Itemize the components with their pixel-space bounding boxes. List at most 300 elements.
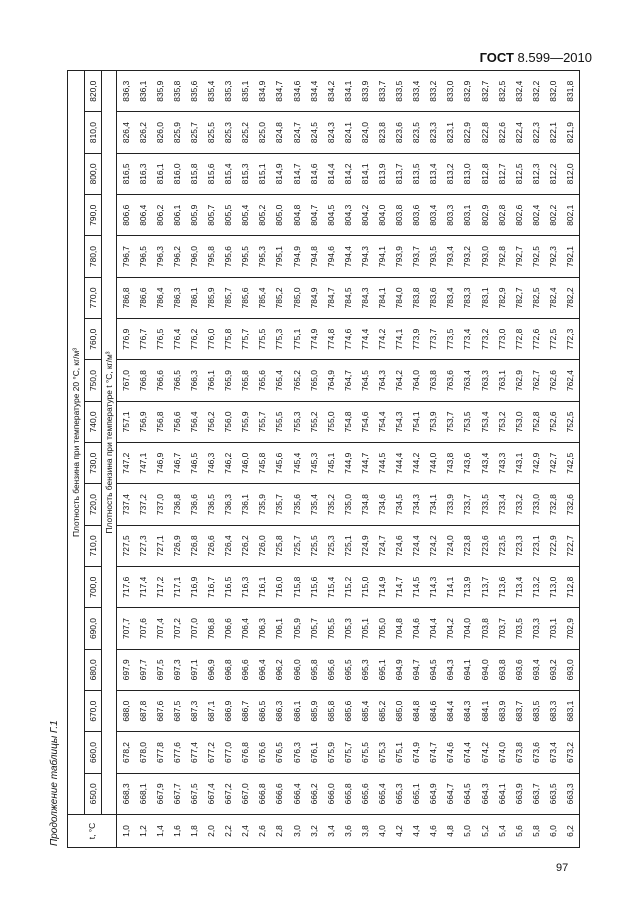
density-cell: 723,3 — [510, 525, 527, 566]
density-cell: 773,9 — [408, 319, 425, 360]
table-row — [544, 71, 561, 848]
density-cell: 684,8 — [408, 691, 425, 732]
density-cell: 785,2 — [271, 277, 288, 318]
density-column-header: 820,0 — [85, 71, 102, 112]
density-cell: 803,6 — [408, 195, 425, 236]
density-cell: 685,6 — [339, 691, 356, 732]
density-cell: 677,4 — [185, 732, 202, 773]
density-cell: 786,6 — [134, 277, 151, 318]
density-cell: 683,9 — [493, 691, 510, 732]
table-row — [459, 71, 476, 848]
density-cell: 676,5 — [271, 732, 288, 773]
table-row — [527, 71, 544, 848]
density-cell: 776,0 — [203, 319, 220, 360]
table-row — [373, 71, 390, 848]
temperature-cell: 2,6 — [254, 815, 271, 848]
density-cell: 735,4 — [305, 484, 322, 525]
density-cell: 686,7 — [237, 691, 254, 732]
density-cell: 695,1 — [373, 649, 390, 690]
density-cell: 668,1 — [134, 773, 151, 814]
density-cell: 735,6 — [288, 484, 305, 525]
density-cell: 724,6 — [391, 525, 408, 566]
density-cell: 664,3 — [476, 773, 493, 814]
density-cell: 683,7 — [510, 691, 527, 732]
density-cell: 784,7 — [322, 277, 339, 318]
density-cell: 824,8 — [271, 112, 288, 153]
density-column-header: 680,0 — [85, 649, 102, 690]
density-cell: 733,2 — [510, 484, 527, 525]
density-cell: 804,7 — [305, 195, 322, 236]
density-cell: 724,0 — [442, 525, 459, 566]
density-cell: 734,8 — [356, 484, 373, 525]
density-cell: 714,5 — [408, 567, 425, 608]
density-cell: 696,8 — [220, 649, 237, 690]
density-cell: 724,2 — [425, 525, 442, 566]
density-cell: 802,9 — [476, 195, 493, 236]
density-cell: 694,0 — [476, 649, 493, 690]
density-column-header: 790,0 — [85, 195, 102, 236]
density-cell: 764,7 — [339, 360, 356, 401]
density-cell: 714,9 — [373, 567, 390, 608]
density-cell: 783,3 — [459, 277, 476, 318]
density-cell: 694,1 — [459, 649, 476, 690]
density-cell: 694,7 — [408, 649, 425, 690]
density-cell: 804,0 — [373, 195, 390, 236]
density-cell: 832,4 — [510, 71, 527, 112]
density-cell: 784,5 — [339, 277, 356, 318]
density-cell: 685,4 — [356, 691, 373, 732]
density-cell: 753,7 — [442, 401, 459, 442]
density-cell: 696,9 — [203, 649, 220, 690]
density-cell: 744,0 — [425, 443, 442, 484]
density-cell: 785,4 — [254, 277, 271, 318]
density-cell: 742,5 — [561, 443, 579, 484]
density-cell: 726,0 — [254, 525, 271, 566]
density-cell: 705,3 — [339, 608, 356, 649]
density-cell: 667,4 — [203, 773, 220, 814]
density-cell: 765,6 — [254, 360, 271, 401]
density-cell: 793,5 — [425, 236, 442, 277]
density-cell: 676,1 — [305, 732, 322, 773]
density-cell: 667,0 — [237, 773, 254, 814]
density-column-header: 730,0 — [85, 443, 102, 484]
density-cell: 716,5 — [220, 567, 237, 608]
density-cell: 775,7 — [237, 319, 254, 360]
temperature-cell: 4,6 — [425, 815, 442, 848]
density-cell: 706,3 — [254, 608, 271, 649]
density-column-header: 710,0 — [85, 525, 102, 566]
density-cell: 823,5 — [408, 112, 425, 153]
density-cell: 695,3 — [356, 649, 373, 690]
density-cell: 805,4 — [237, 195, 254, 236]
density-cell: 706,4 — [237, 608, 254, 649]
density-cell: 804,2 — [356, 195, 373, 236]
density-cell: 688,0 — [117, 691, 135, 732]
table-row — [254, 71, 271, 848]
density-cell: 835,4 — [203, 71, 220, 112]
temperature-cell: 5,8 — [527, 815, 544, 848]
density-cell: 824,3 — [322, 112, 339, 153]
density-cell: 793,7 — [408, 236, 425, 277]
density-cell: 834,4 — [305, 71, 322, 112]
density-cell: 784,1 — [373, 277, 390, 318]
density-cell: 792,5 — [527, 236, 544, 277]
density-cell: 826,4 — [117, 112, 135, 153]
density-cell: 707,7 — [117, 608, 135, 649]
density-cell: 774,1 — [391, 319, 408, 360]
density-cell: 726,2 — [237, 525, 254, 566]
density-cell: 725,3 — [322, 525, 339, 566]
density-cell: 713,6 — [493, 567, 510, 608]
rotated-table-block — [45, 68, 585, 848]
density-cell: 733,0 — [527, 484, 544, 525]
density-cell: 754,1 — [408, 401, 425, 442]
density-cell: 795,5 — [237, 236, 254, 277]
density-cell: 663,9 — [510, 773, 527, 814]
density-column-header: 810,0 — [85, 112, 102, 153]
density-cell: 793,4 — [442, 236, 459, 277]
table-row — [322, 71, 339, 848]
density-cell: 805,7 — [203, 195, 220, 236]
density-cell: 756,0 — [220, 401, 237, 442]
density-cell: 835,9 — [151, 71, 168, 112]
density-cell: 713,7 — [476, 567, 493, 608]
density-cell: 696,2 — [271, 649, 288, 690]
density-cell: 782,7 — [510, 277, 527, 318]
density-cell: 834,9 — [254, 71, 271, 112]
density-cell: 684,6 — [425, 691, 442, 732]
density-cell: 816,5 — [117, 153, 135, 194]
table-row — [339, 71, 356, 848]
density-cell: 703,1 — [544, 608, 561, 649]
density-cell: 697,1 — [185, 649, 202, 690]
table-row — [493, 71, 510, 848]
density-at-20c-title: Плотность бензина при температуре 20 °С, кг/м³ — [68, 71, 85, 815]
density-cell: 675,7 — [339, 732, 356, 773]
density-cell: 823,1 — [442, 112, 459, 153]
density-cell: 832,7 — [476, 71, 493, 112]
density-cell: 727,5 — [117, 525, 135, 566]
density-cell: 737,4 — [117, 484, 135, 525]
density-cell: 756,2 — [203, 401, 220, 442]
density-cell: 687,5 — [168, 691, 185, 732]
temperature-cell: 3,6 — [339, 815, 356, 848]
density-cell: 805,5 — [220, 195, 237, 236]
density-cell: 813,0 — [459, 153, 476, 194]
density-cell: 674,9 — [408, 732, 425, 773]
density-cell: 735,7 — [271, 484, 288, 525]
density-cell: 753,2 — [493, 401, 510, 442]
density-cell: 794,4 — [339, 236, 356, 277]
density-cell: 755,3 — [288, 401, 305, 442]
document-header — [480, 50, 592, 65]
density-cell: 766,1 — [203, 360, 220, 401]
density-cell: 793,2 — [459, 236, 476, 277]
density-cell: 695,6 — [322, 649, 339, 690]
density-cell: 812,0 — [561, 153, 579, 194]
density-cell: 678,2 — [117, 732, 135, 773]
density-cell: 736,8 — [168, 484, 185, 525]
density-cell: 705,0 — [373, 608, 390, 649]
density-cell: 832,9 — [459, 71, 476, 112]
density-cell: 832,5 — [493, 71, 510, 112]
density-cell: 743,1 — [510, 443, 527, 484]
temperature-cell: 3,4 — [322, 815, 339, 848]
density-cell: 774,6 — [339, 319, 356, 360]
density-cell: 732,6 — [561, 484, 579, 525]
density-cell: 785,0 — [288, 277, 305, 318]
density-column-header: 780,0 — [85, 236, 102, 277]
density-cell: 825,2 — [237, 112, 254, 153]
density-cell: 683,1 — [561, 691, 579, 732]
density-cell: 663,7 — [527, 773, 544, 814]
density-cell: 812,3 — [527, 153, 544, 194]
temperature-cell: 3,0 — [288, 815, 305, 848]
density-cell: 726,9 — [168, 525, 185, 566]
density-cell: 678,0 — [134, 732, 151, 773]
density-cell: 804,3 — [339, 195, 356, 236]
density-cell: 753,5 — [459, 401, 476, 442]
temperature-cell: 4,8 — [442, 815, 459, 848]
density-cell: 707,6 — [134, 608, 151, 649]
density-cell: 754,6 — [356, 401, 373, 442]
table-row — [476, 71, 493, 848]
density-cell: 762,9 — [510, 360, 527, 401]
density-cell: 806,2 — [151, 195, 168, 236]
temperature-cell: 2,2 — [220, 815, 237, 848]
density-cell: 774,9 — [305, 319, 322, 360]
density-cell: 835,1 — [237, 71, 254, 112]
density-cell: 745,4 — [288, 443, 305, 484]
density-cell: 714,7 — [391, 567, 408, 608]
density-cell: 686,1 — [288, 691, 305, 732]
density-cell: 802,2 — [544, 195, 561, 236]
density-cell: 675,3 — [373, 732, 390, 773]
density-cell: 705,9 — [288, 608, 305, 649]
density-cell: 773,5 — [442, 319, 459, 360]
density-cell: 792,3 — [544, 236, 561, 277]
density-cell: 802,6 — [510, 195, 527, 236]
density-cell: 803,8 — [391, 195, 408, 236]
density-cell: 727,1 — [151, 525, 168, 566]
density-cell: 733,9 — [442, 484, 459, 525]
density-cell: 804,5 — [322, 195, 339, 236]
density-cell: 786,1 — [185, 277, 202, 318]
density-cell: 776,4 — [168, 319, 185, 360]
density-cell: 737,2 — [134, 484, 151, 525]
density-cell: 733,5 — [476, 484, 493, 525]
density-cell: 772,8 — [510, 319, 527, 360]
density-cell: 763,3 — [476, 360, 493, 401]
density-cell: 665,8 — [339, 773, 356, 814]
density-cell: 676,3 — [288, 732, 305, 773]
density-column-header: 690,0 — [85, 608, 102, 649]
density-cell: 733,4 — [493, 484, 510, 525]
density-cell: 716,7 — [203, 567, 220, 608]
table-row — [510, 71, 527, 848]
density-cell: 743,8 — [442, 443, 459, 484]
density-column-header: 770,0 — [85, 277, 102, 318]
density-cell: 806,4 — [134, 195, 151, 236]
density-cell: 735,9 — [254, 484, 271, 525]
density-cell: 745,8 — [254, 443, 271, 484]
density-cell: 706,6 — [220, 608, 237, 649]
density-cell: 696,0 — [288, 649, 305, 690]
density-cell: 726,4 — [220, 525, 237, 566]
density-cell: 816,3 — [134, 153, 151, 194]
density-cell: 754,4 — [373, 401, 390, 442]
density-cell: 796,0 — [185, 236, 202, 277]
density-cell: 805,0 — [271, 195, 288, 236]
density-cell: 782,5 — [527, 277, 544, 318]
density-cell: 666,4 — [288, 773, 305, 814]
density-cell: 697,3 — [168, 649, 185, 690]
density-cell: 793,9 — [391, 236, 408, 277]
density-cell: 775,8 — [220, 319, 237, 360]
density-cell: 716,0 — [271, 567, 288, 608]
density-cell: 693,6 — [510, 649, 527, 690]
density-cell: 756,9 — [134, 401, 151, 442]
density-cell: 744,2 — [408, 443, 425, 484]
density-cell: 794,3 — [356, 236, 373, 277]
density-cell: 725,7 — [288, 525, 305, 566]
density-cell: 796,3 — [151, 236, 168, 277]
density-cell: 744,5 — [373, 443, 390, 484]
density-cell: 764,2 — [391, 360, 408, 401]
density-cell: 762,6 — [544, 360, 561, 401]
density-cell: 813,5 — [408, 153, 425, 194]
density-cell: 793,0 — [476, 236, 493, 277]
density-cell: 753,4 — [476, 401, 493, 442]
density-cell: 726,6 — [203, 525, 220, 566]
table-row — [271, 71, 288, 848]
density-cell: 814,7 — [288, 153, 305, 194]
density-cell: 665,4 — [373, 773, 390, 814]
density-cell: 667,2 — [220, 773, 237, 814]
density-column-header: 670,0 — [85, 691, 102, 732]
density-cell: 664,5 — [459, 773, 476, 814]
temperature-cell: 5,0 — [459, 815, 476, 848]
density-cell: 814,9 — [271, 153, 288, 194]
density-cell: 693,0 — [561, 649, 579, 690]
density-cell: 812,5 — [510, 153, 527, 194]
density-cell: 687,8 — [134, 691, 151, 732]
temperature-cell: 2,0 — [203, 815, 220, 848]
density-cell: 717,2 — [151, 567, 168, 608]
density-cell: 836,1 — [134, 71, 151, 112]
density-cell: 782,4 — [544, 277, 561, 318]
density-cell: 724,7 — [373, 525, 390, 566]
density-cell: 802,4 — [527, 195, 544, 236]
density-cell: 784,9 — [305, 277, 322, 318]
density-cell: 694,9 — [391, 649, 408, 690]
density-cell: 773,4 — [459, 319, 476, 360]
density-cell: 776,9 — [117, 319, 135, 360]
density-cell: 746,9 — [151, 443, 168, 484]
density-cell: 664,7 — [442, 773, 459, 814]
density-cell: 686,9 — [220, 691, 237, 732]
density-cell: 707,0 — [185, 608, 202, 649]
density-cell: 805,2 — [254, 195, 271, 236]
density-cell: 795,1 — [271, 236, 288, 277]
density-cell: 835,8 — [168, 71, 185, 112]
density-cell: 683,3 — [544, 691, 561, 732]
density-cell: 675,1 — [391, 732, 408, 773]
table-row — [220, 71, 237, 848]
density-cell: 666,6 — [271, 773, 288, 814]
density-cell: 715,6 — [305, 567, 322, 608]
density-cell: 786,4 — [151, 277, 168, 318]
density-cell: 815,8 — [185, 153, 202, 194]
density-cell: 762,7 — [527, 360, 544, 401]
density-cell: 663,3 — [561, 773, 579, 814]
density-cell: 705,1 — [356, 608, 373, 649]
density-cell: 776,5 — [151, 319, 168, 360]
density-cell: 765,8 — [237, 360, 254, 401]
density-cell: 685,2 — [373, 691, 390, 732]
density-cell: 694,3 — [442, 649, 459, 690]
density-cell: 825,9 — [168, 112, 185, 153]
density-cell: 746,5 — [185, 443, 202, 484]
density-cell: 776,7 — [134, 319, 151, 360]
density-cell: 806,1 — [168, 195, 185, 236]
density-cell: 755,9 — [237, 401, 254, 442]
table-row — [288, 71, 305, 848]
density-cell: 674,0 — [493, 732, 510, 773]
density-cell: 666,8 — [254, 773, 271, 814]
density-cell: 785,9 — [203, 277, 220, 318]
density-cell: 774,8 — [322, 319, 339, 360]
density-cell: 713,2 — [527, 567, 544, 608]
density-cell: 695,8 — [305, 649, 322, 690]
density-cell: 737,0 — [151, 484, 168, 525]
density-cell: 714,3 — [425, 567, 442, 608]
temperature-cell: 5,4 — [493, 815, 510, 848]
density-cell: 782,9 — [493, 277, 510, 318]
density-cell: 725,8 — [271, 525, 288, 566]
density-cell: 746,2 — [220, 443, 237, 484]
density-cell: 773,7 — [425, 319, 442, 360]
density-cell: 717,4 — [134, 567, 151, 608]
density-cell: 763,4 — [459, 360, 476, 401]
density-cell: 774,2 — [373, 319, 390, 360]
density-cell: 726,8 — [185, 525, 202, 566]
density-cell: 704,0 — [459, 608, 476, 649]
density-cell: 714,1 — [442, 567, 459, 608]
density-cell: 785,7 — [220, 277, 237, 318]
density-cell: 824,1 — [339, 112, 356, 153]
density-cell: 835,3 — [220, 71, 237, 112]
density-cell: 833,5 — [391, 71, 408, 112]
density-cell: 825,5 — [203, 112, 220, 153]
density-cell: 677,0 — [220, 732, 237, 773]
density-cell: 745,1 — [322, 443, 339, 484]
density-cell: 724,9 — [356, 525, 373, 566]
density-cell: 744,7 — [356, 443, 373, 484]
temperature-cell: 3,2 — [305, 815, 322, 848]
temperature-cell: 6,2 — [561, 815, 579, 848]
density-cell: 736,6 — [185, 484, 202, 525]
density-cell: 673,6 — [527, 732, 544, 773]
density-cell: 757,1 — [117, 401, 135, 442]
density-cell: 697,9 — [117, 649, 135, 690]
density-cell: 831,8 — [561, 71, 579, 112]
density-cell: 813,2 — [442, 153, 459, 194]
density-table — [67, 70, 580, 848]
density-cell: 707,2 — [168, 608, 185, 649]
density-cell: 783,1 — [476, 277, 493, 318]
density-cell: 794,8 — [305, 236, 322, 277]
